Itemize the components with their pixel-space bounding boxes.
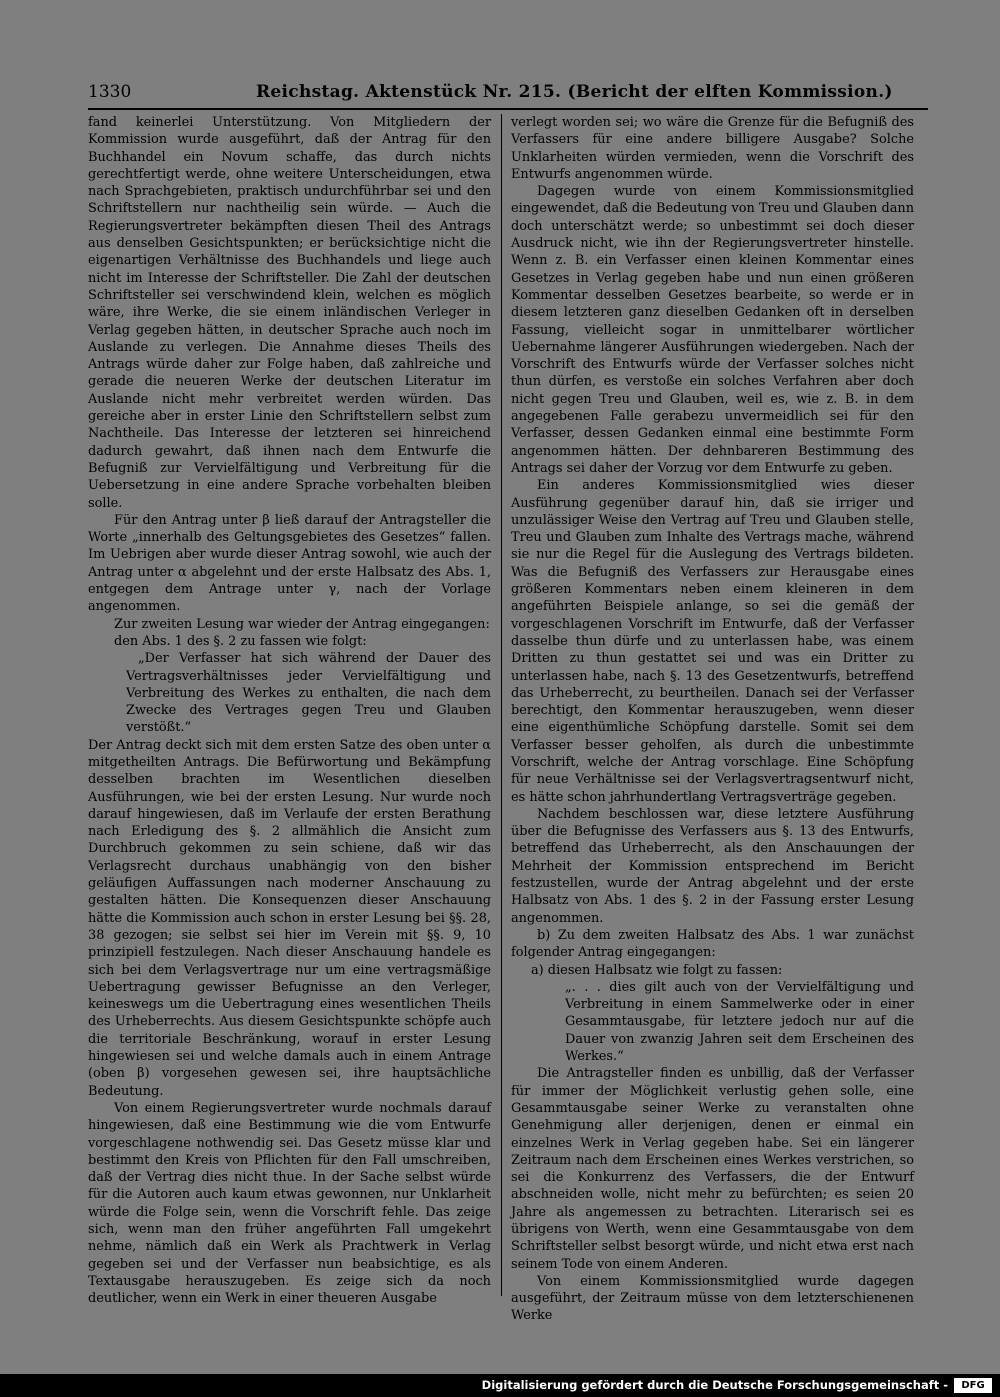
paragraph: Nachdem beschlossen war, diese letztere Ausführung über die Befugnisse des Verfassers aus §. 13 des Entwurfs, betreffend das Urheberrecht, als den Anschauungen der Mehrheit der Kommission entsprechend im Bericht festzustellen, wurde der Antrag abgelehnt und der erste Halbsatz von Abs. 1 des §. 2 in der Fassung erster Lesung angenommen. [511, 806, 914, 926]
paragraph: verlegt worden sei; wo wäre die Grenze für die Befugniß des Verfassers für eine andere billigere Ausgabe? Solche Unklarheiten würden vermieden, wenn die Vorschrift des Entwurfs angenommen würde. [511, 115, 914, 182]
running-header [88, 78, 928, 108]
paragraph: Dagegen wurde von einem Kommissionsmitglied eingewendet, daß die Bedeutung von Treu und Glauben dann doch unterschätzt werde; so unbestimmt sei doch dieser Ausdruck nicht, wie ihn der Regierungsvertreter hinstelle. Wenn z. B. ein Verfasser einen kleinen Kommentar eines Gesetzes in Verlag gegeben habe und nun einen größeren Kommentar desselben Gesetzes bearbeite, so werde er in diesem letzteren ganz dieselben Gedanken oft in derselben Fassung, vielleicht sogar in unmittelbarer wörtlicher Uebernahme längerer Ausführungen wiedergeben. Nach der Vorschrift des Entwurfs würde der Verfasser solches nicht thun dürfen, es verstoße ein solches Verfahren aber doch nicht gegen Treu und Glauben, weil es, wie z. B. in dem angegebenen Falle gerabezu unvermeidlich sei für den Verfasser, dessen Gedanken einmal eine bestimmte Form angenommen hätten. Der dehnbareren Bestimmung des Antrags sei daher der Vorzug vor dem Entwurfe zu geben. [511, 184, 914, 476]
header-rule [88, 108, 928, 110]
running-title: Reichstag. Aktenstück Nr. 215. (Bericht der elften Kommission.) [256, 82, 893, 102]
page-number: 1330 [88, 82, 132, 102]
paragraph: Zur zweiten Lesung war wieder der Antrag eingegangen: [114, 616, 490, 632]
paragraph: Von einem Regierungsvertreter wurde nochmals darauf hingewiesen, daß eine Bestimmung wie die vom Entwurfe vorgeschlagene nothwendig sei. Das Gesetz müsse klar und bestimmt den Kreis von Pflichten für den Fall umschreiben, daß der Vertrag dies nicht thue. In der Sache selbst würde für die Autoren auch kaum etwas gewonnen, nur Unklarheit würde die Folge sein, wenn die Vorschrift fehle. Das zeige sich, wenn man den früher angeführten Fall umgekehrt nehme, nämlich daß ein Werk als Prachtwerk in Verlag gegeben sei und der Verfasser nun beabsichtige, es als Textausgabe herauszugeben. Es zeige sich da noch deutlicher, wenn ein Werk in einer theueren Ausgabe [88, 1100, 491, 1307]
paragraph: Ein anderes Kommissionsmitglied wies dieser Ausführung gegenüber darauf hin, daß sie irriger und unzulässiger Weise den Vertrag auf Treu und Glauben stelle, Treu und Glauben zum Inhalte des Vertrags mache, während sie nur die Regel für die Auslegung des Vertrags bildeten. Was die Befugniß des Verfassers zur Herausgabe eines größeren Kommentars neben einem kleineren in dem angeführten Beispiele anlange, so sei die gemäß der vorgeschlagenen Vorschrift im Entwurfe, daß der Verfasser dasselbe thun dürfe und zu unterlassen habe, was einem Dritten zu thun gestattet sei und was ein Dritter zu unterlassen habe, nach §. 13 des Gesetzentwurfs, betreffend das Urheberrecht, zu beurtheilen. Danach sei der Verfasser berechtigt, den Kommentar herauszugeben, wenn dieser eine eigenthümliche Schöpfung darstelle. Somit sei dem Verfasser besser geholfen, als durch die unbestimmte Vorschrift, welche der Antrag vorschlage. Eine Schöpfung für neue Verhältnisse sei der Verlagsvertragsentwurf nicht, es hätte schon jahrhundertlang Vertragsverträge gegeben. [511, 478, 914, 805]
dfg-logo: DFG [954, 1378, 992, 1393]
paragraph: Die Antragsteller finden es unbillig, daß der Verfasser für immer der Möglichkeit verlustig gehen solle, eine Gesammtausgabe seiner Werke zu veranstalten ohne Genehmigung aller derjenigen, denen er einmal ein einzelnes Werk in Verlag gegeben habe. Sei ein längerer Zeitraum nach dem Erscheinen eines Werkes verstrichen, so sei die Konkurrenz des Verfassers, die der Entwurf abschneiden wolle, nicht mehr zu befürchten; es seien 20 Jahre als angemessen zu betrachten. Literarisch sei es übrigens von Werth, wenn eine Gesammtausgabe von dem Schriftsteller selbst besorgt würde, und nicht etwa erst nach seinem Tode von einem Anderen. [511, 1066, 914, 1272]
footer-credit: Digitalisierung gefördert durch die Deutsche Forschungsgemeinschaft - [481, 1378, 948, 1392]
right-column [511, 114, 914, 1325]
paragraph: Von einem Kommissionsmitglied wurde dagegen ausgeführt, der Zeitraum müsse von dem letzterschienenen Werke [511, 1273, 914, 1324]
paragraph: den Abs. 1 des §. 2 zu fassen wie folgt: [114, 633, 367, 649]
paragraph: „Der Verfasser hat sich während der Dauer des Vertragsverhältnisses jeder Vervielfältigung und Verbreitung des Werkes zu enthalten, die nach dem Zwecke des Vertrages gegen Treu und Glauben verstößt.“ [126, 651, 491, 736]
paragraph: b) Zu dem zweiten Halbsatz des Abs. 1 war zunächst folgender Antrag eingegangen: [511, 927, 914, 961]
paragraph: „. . . dies gilt auch von der Vervielfältigung und Verbreitung in einem Sammelwerke oder in einer Gesammtausgabe, für letztere jedoch nur auf die Dauer von zwanzig Jahren seit dem Erscheinen des Werkes.“ [565, 979, 914, 1065]
paragraph: Der Antrag deckt sich mit dem ersten Satze des oben unter α mitgetheilten Antrags. Die Befürwortung und Bekämpfung desselben brachten im Wesentlichen dieselben Ausführungen, wie bei der ersten Lesung. Nur wurde noch darauf hingewiesen, daß im Verlaufe der ersten Berathung nach Erledigung des §. 2 allmählich die Ansicht zum Durchbruch gekommen zu sein schiene, daß wir das Verlagsrecht durchaus unabhängig von den bisher geläufigen Auffassungen nach moderner Anschauung zu gestalten hätten. Die Konsequenzen dieser Anschauung hätte die Kommission auch schon in erster Lesung bei §§. 28, 38 gezogen; sie selbst sei hier im Verein mit §§. 9, 10 prinzipiell festzulegen. Nach dieser Anschauung handele es sich bei dem Verlagsvertrage nur um eine vertragsmäßige Uebertragung gewisser Befugnisse an den Verleger, keineswegs um die Uebertragung eines wesentlichen Theils des Urheberrechts. Aus diesem Gesichtspunkte schöpfe auch die territoriale Beschränkung, worauf in erster Lesung hingewiesen sei und welche damals auch in einem Antrage (oben β) vorgesehen gewesen sei, ihre hauptsächliche Bedeutung. [88, 737, 491, 1099]
footer-bar [0, 1374, 1000, 1397]
paragraph: Für den Antrag unter β ließ darauf der Antragsteller die Worte „innerhalb des Geltungsgebietes des Gesetzes“ fallen. Im Uebrigen aber wurde dieser Antrag sowohl, wie auch der Antrag unter α abgelehnt und der erste Halbsatz des Abs. 1, entgegen dem Antrage unter γ, nach der Vorlage angenommen. [88, 512, 491, 615]
column-divider [501, 114, 502, 1296]
paragraph: fand keinerlei Unterstützung. Von Mitgliedern der Kommission wurde ausgeführt, daß der Antrag für den Buchhandel ein Novum schaffe, das durch nichts gerechtfertigt werde, ohne weitere Unterscheidungen, etwa nach Sprachgebieten, praktisch undurchführbar sei und den Schriftstellern nur nachtheilig sein würde. — Auch die Regierungsvertreter bekämpften diesen Theil des Antrags aus denselben Gesichtspunkten; er berücksichtige nicht die eigenartigen Verhältnisse des Buchhandels und liege auch nicht im Interesse der Schriftsteller. Die Zahl der deutschen Schriftsteller sei verschwindend klein, welchen es möglich wäre, ihre Werke, die sie einem inländischen Verleger in Verlag gegeben hätten, in deutscher Sprache auch noch im Auslande zu verlegen. Die Annahme dieses Theils des Antrags würde daher zur Folge haben, daß zahlreiche und gerade die neueren Werke der deutschen Literatur im Auslande nicht mehr verbreitet werden würden. Das gereiche aber in erster Linie den Schriftstellern selbst zum Nachtheile. Das Interesse der letzteren sei hinreichend dadurch gewahrt, daß ihnen nach dem Entwurfe die Befugniß zur Vervielfältigung und Verbreitung für die Uebersetzung in eine andere Sprache vorbehalten bleiben solle. [88, 115, 491, 511]
left-column [88, 114, 491, 1307]
paragraph: a) diesen Halbsatz wie folgt zu fassen: [531, 962, 783, 978]
